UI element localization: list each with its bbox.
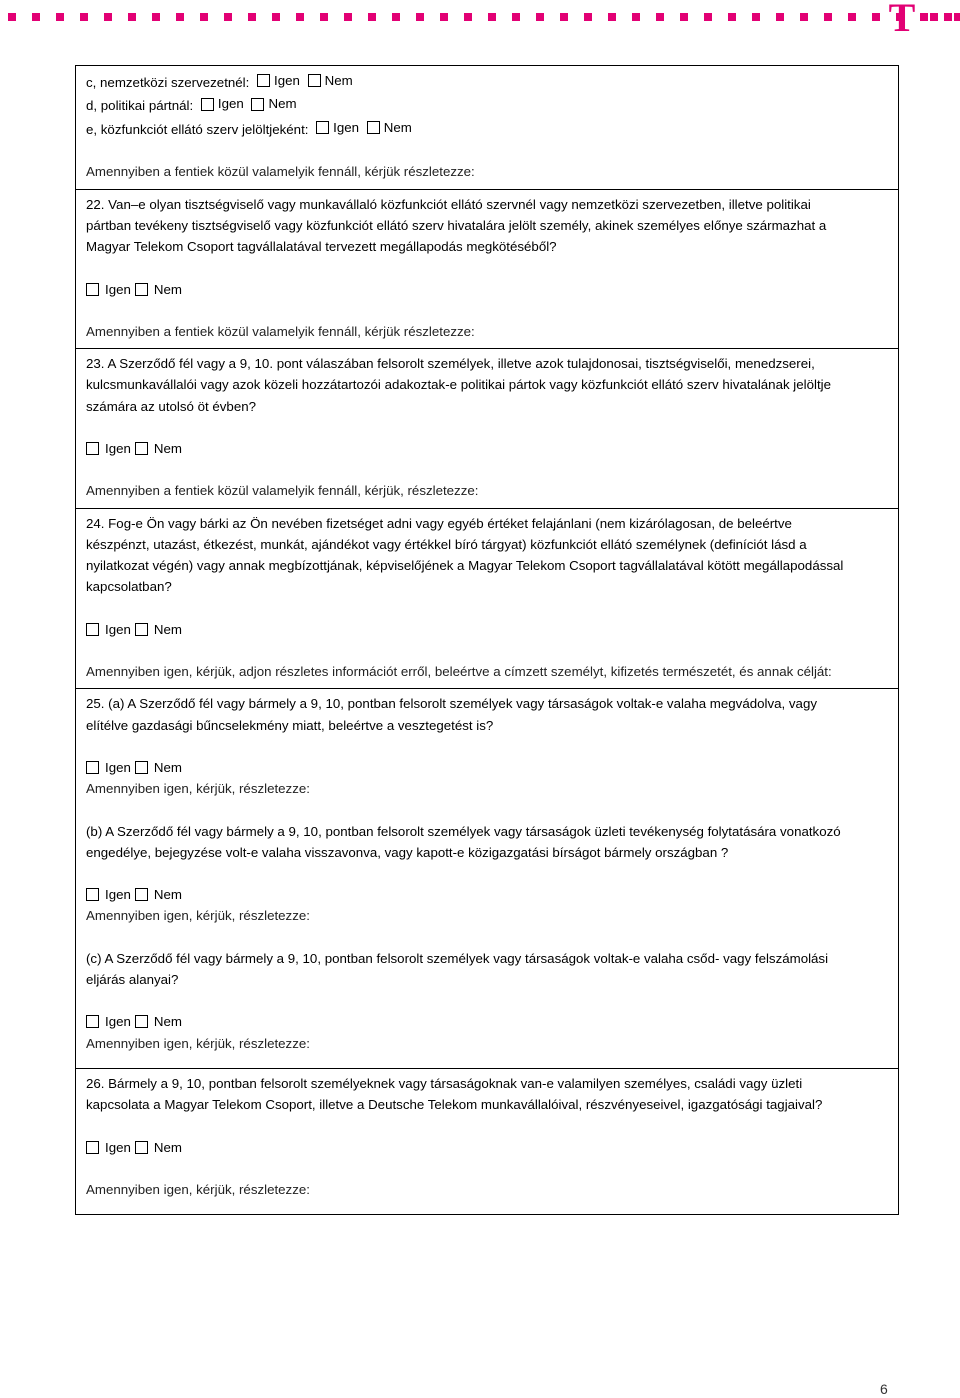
brand-dot	[200, 13, 208, 21]
checkbox-no[interactable]	[367, 121, 380, 134]
no-label: Nem	[153, 281, 182, 297]
checkbox-no[interactable]	[135, 442, 148, 455]
question-text: 26. Bármely a 9, 10, pontban felsorolt személyeknek vagy társaságoknak van-e valamilyen személyes, családi vagy üzleti	[86, 1075, 803, 1091]
question-23	[76, 349, 898, 508]
checkbox-yes[interactable]	[316, 121, 329, 134]
brand-dot	[416, 13, 424, 21]
header-dot-strip	[8, 12, 868, 24]
detail-prompt: Amennyiben a fentiek közül valamelyik fennáll, kérjük részletezze:	[86, 323, 475, 339]
question-text: elítélve gazdasági bűncselekmény miatt, beleértve a vesztegetést is?	[86, 717, 494, 733]
brand-dot	[776, 13, 784, 21]
question-22	[76, 190, 898, 349]
yes-label: Igen	[105, 621, 131, 637]
brand-dot	[632, 13, 640, 21]
question-text: 23. A Szerződő fél vagy a 9, 10. pont válaszában felsorolt személyek, illetve azok tulajdonosai, tisztségviselői, menedzserei,	[86, 356, 815, 372]
checkbox-yes[interactable]	[86, 623, 99, 636]
yes-label: Igen	[105, 440, 131, 456]
brand-dot	[176, 13, 184, 21]
brand-dot	[848, 13, 856, 21]
brand-dot	[296, 13, 304, 21]
no-label: Nem	[153, 1014, 182, 1030]
brand-dot	[608, 13, 616, 21]
question-text: (c) A Szerződő fél vagy bármely a 9, 10, pontban felsorolt személyek vagy társaságok voltak-e valaha csőd- vagy felszámolási	[86, 950, 829, 966]
brand-dot	[320, 13, 328, 21]
brand-dot	[728, 13, 736, 21]
brand-dot	[440, 13, 448, 21]
checkbox-yes[interactable]	[86, 442, 99, 455]
checkbox-yes[interactable]	[86, 888, 99, 901]
question-text: 24. Fog-e Ön vagy bárki az Ön nevében fizetséget adni vagy egyéb értéket felajánlani (nem kizárólagosan, de beleértve	[86, 515, 792, 531]
yes-no-choice	[86, 884, 888, 905]
question-text: pártban tevékeny tisztségviselő vagy közfunkciót ellátó szerv hivatalára jelölt személy, akinek személyes előnye származhat a	[86, 217, 827, 233]
detail-prompt: Amennyiben igen, kérjük, részletezze:	[86, 908, 310, 924]
brand-dot	[512, 13, 520, 21]
yes-no-choice	[86, 619, 888, 640]
checkbox-no[interactable]	[135, 761, 148, 774]
brand-dot	[152, 13, 160, 21]
yes-no-choice	[86, 757, 888, 778]
label-international-org: c, nemzetközi szervezetnél:	[86, 75, 250, 91]
brand-dot	[920, 13, 928, 21]
checkbox-yes[interactable]	[86, 1015, 99, 1028]
header-dot-strip-right	[930, 12, 960, 21]
page-number: 6	[880, 1381, 888, 1397]
question-text: (b) A Szerződő fél vagy bármely a 9, 10, pontban felsorolt személyek vagy társaságok üzleti tevékenység folytatására vonatkozó	[86, 823, 841, 839]
brand-dot	[56, 13, 64, 21]
yes-label: Igen	[274, 73, 300, 88]
brand-dot	[464, 13, 472, 21]
brand-dot	[656, 13, 664, 21]
section-affiliations	[76, 66, 898, 190]
detail-prompt: Amennyiben a fentiek közül valamelyik fennáll, kérjük részletezze:	[86, 164, 475, 180]
brand-dot	[248, 13, 256, 21]
row-international-org	[86, 70, 888, 93]
no-label: Nem	[268, 96, 297, 112]
question-text: számára az utolsó öt évben?	[86, 398, 257, 414]
detail-prompt: Amennyiben igen, kérjük, részletezze:	[86, 1181, 310, 1197]
question-26	[76, 1069, 898, 1215]
question-text: kapcsolata a Magyar Telekom Csoport, illetve a Deutsche Telekom munkavállalóival, részvényeseivel, igazgatósági tagjaival?	[86, 1097, 823, 1113]
question-text: kapcsolatban?	[86, 579, 172, 595]
brand-dot	[224, 13, 232, 21]
brand-dot	[272, 13, 280, 21]
yes-label: Igen	[217, 96, 244, 112]
question-text: készpénzt, utazást, étkezést, munkát, ajándékot vagy értékkel bíró tárgyat) közfunkciót ellátó személynek (definíciót lásd a	[86, 536, 807, 552]
detail-prompt: Amennyiben igen, kérjük, részletezze:	[86, 781, 310, 797]
brand-dot	[752, 13, 760, 21]
detail-prompt: Amennyiben a fentiek közül valamelyik fennáll, kérjük, részletezze:	[86, 483, 479, 499]
brand-dot	[872, 13, 880, 21]
yes-no-choice	[86, 279, 888, 300]
question-text: nyilatkozat végén) vagy annak megbízottjának, képviselőjének a Magyar Telekom Csoport tagvállalatával kötött megállapodással	[86, 558, 844, 574]
brand-dot	[680, 13, 688, 21]
checkbox-no[interactable]	[135, 283, 148, 296]
yes-label: Igen	[333, 119, 360, 135]
brand-dot	[488, 13, 496, 21]
checkbox-yes[interactable]	[86, 283, 99, 296]
label-political-party: d, politikai pártnál:	[86, 98, 194, 114]
brand-dot	[560, 13, 568, 21]
question-text: engedélye, bejegyzése volt-e valaha visszavonva, vagy kapott-e közigazgatási bírságot bármely országban ?	[86, 844, 729, 860]
question-text: Magyar Telekom Csoport tagvállalatával tervezett megállapodás megkötéséből?	[86, 239, 557, 255]
question-text: eljárás alanyai?	[86, 972, 179, 988]
brand-dot	[80, 13, 88, 21]
yes-label: Igen	[105, 1139, 131, 1155]
no-label: Nem	[153, 440, 182, 456]
brand-dot	[800, 13, 808, 21]
question-text: 25. (a) A Szerződő fél vagy bármely a 9, 10, pontban felsorolt személyek vagy társaságok voltak-e valaha megvádolva, vagy	[86, 696, 817, 712]
brand-dot	[104, 13, 112, 21]
checkbox-no[interactable]	[135, 1015, 148, 1028]
no-label: Nem	[153, 621, 182, 637]
label-public-candidate: e, közfunkciót ellátó szerv jelöltjeként:	[86, 122, 309, 138]
checkbox-no[interactable]	[135, 888, 148, 901]
detail-prompt: Amennyiben igen, kérjük, adjon részletes információt erről, beleértve a címzett személyt, kifizetés természetét, és annak célját:	[86, 664, 832, 680]
yes-label: Igen	[105, 1014, 131, 1030]
question-24	[76, 509, 898, 690]
brand-dot	[704, 13, 712, 21]
row-political-party	[86, 93, 888, 116]
question-text: 22. Van–e olyan tisztségviselő vagy munkavállaló közfunkciót ellátó szervnél vagy nemzetközi szervezetben, illetve politikai	[86, 196, 811, 212]
no-label: Nem	[153, 887, 182, 903]
no-label: Nem	[153, 759, 182, 775]
brand-dot	[954, 13, 960, 21]
checkbox-no[interactable]	[135, 623, 148, 636]
question-25	[76, 689, 898, 1069]
row-public-candidate	[86, 117, 888, 140]
questionnaire-form	[75, 65, 899, 1215]
checkbox-no[interactable]	[308, 74, 321, 87]
detail-prompt: Amennyiben igen, kérjük, részletezze:	[86, 1035, 310, 1051]
no-label: Nem	[383, 119, 412, 135]
brand-dot	[824, 13, 832, 21]
brand-dot	[392, 13, 400, 21]
telekom-logo: T	[888, 0, 916, 40]
yes-label: Igen	[105, 887, 131, 903]
brand-dot	[584, 13, 592, 21]
no-label: Nem	[324, 73, 353, 88]
yes-label: Igen	[105, 759, 131, 775]
brand-dot	[32, 13, 40, 21]
checkbox-yes[interactable]	[257, 74, 270, 87]
yes-label: Igen	[105, 281, 131, 297]
yes-no-choice	[86, 438, 888, 459]
no-label: Nem	[153, 1139, 182, 1155]
brand-dot	[8, 13, 16, 21]
yes-no-choice	[86, 1137, 888, 1158]
brand-dot	[128, 13, 136, 21]
yes-no-choice	[86, 1011, 888, 1032]
brand-dot	[344, 13, 352, 21]
checkbox-no[interactable]	[251, 98, 264, 111]
question-text: kulcsmunkavállalói vagy azok közeli hozzátartozói adakoztak-e politikai pártok vagy közfunkciót ellátó szerv hivatalának jelöltje	[86, 377, 832, 393]
checkbox-yes[interactable]	[201, 98, 214, 111]
checkbox-no[interactable]	[135, 1141, 148, 1154]
brand-dot	[368, 13, 376, 21]
brand-dot	[536, 13, 544, 21]
checkbox-yes[interactable]	[86, 761, 99, 774]
brand-dot	[930, 13, 938, 21]
checkbox-yes[interactable]	[86, 1141, 99, 1154]
